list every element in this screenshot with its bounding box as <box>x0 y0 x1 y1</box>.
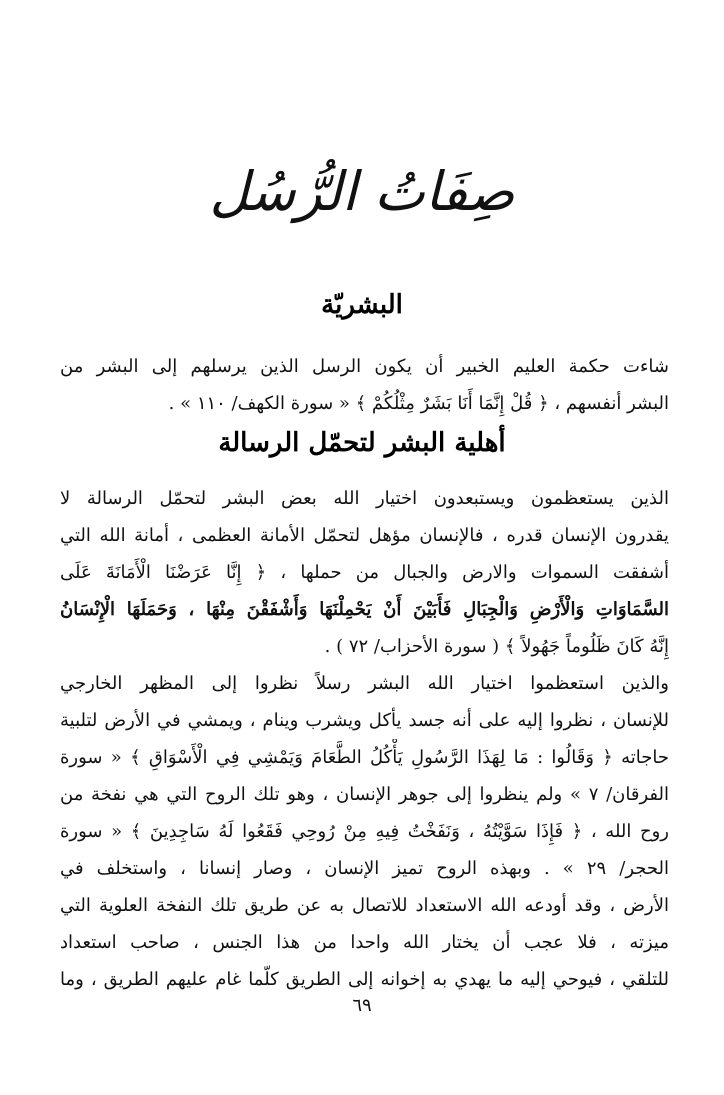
text-line: للتلقي ، فيوحي إليه ما يهدي به إخوانه إلى الطريق كلّما غام عليهم الطريق ، وما <box>60 969 669 990</box>
text-line: للإنسان ، نظروا إليه على أنه جسد يأكل ويشرب وينام ، ويمشي في الأرض لتلبية <box>60 710 669 731</box>
text-line: الأرض ، وقد أودعه الله الاستعداد للاتصال به عن طريق تلك النفخة العلوية التي <box>60 895 669 916</box>
text-line: الذين يستعظمون ويستبعدون اختيار الله بعض البشر لتحمّل الرسالة لا <box>60 488 669 509</box>
chapter-title: صِفَاتُ الرُّسُل <box>209 160 515 223</box>
text-line: يقدرون الإنسان قدره ، فالإنسان مؤهل لتحمّل الأمانة العظمى ، أمانة الله التي <box>60 525 669 546</box>
text-line: والذين استعظموا اختيار الله البشر رسلاً نظروا إلى المظهر الخارجي <box>60 673 669 694</box>
page-number: ٦٩ <box>352 995 372 1016</box>
section-title-qualification: أهلية البشر لتحمّل الرسالة <box>218 428 506 458</box>
text-line: إِنَّهُ كَانَ ظَلُوماً جَهُولاً ﴾ ( سورة الأحزاب/ ٧٢ ) . <box>324 636 669 657</box>
text-line: البشر أنفسهم ، ﴿ قُلْ إِنَّمَا أَنَا بَشَرٌ مِثْلُكُمْ ﴾ « سورة الكهف/ ١١٠ » . <box>168 393 669 414</box>
text-line: الفرقان/ ٧ » ولم ينظروا إلى جوهر الإنسان ، وهو تلك الروح التي هي نفخة من <box>60 784 669 805</box>
text-line: روح الله ، ﴿ فَإِذَا سَوَّيْتُهُ ، وَنَفَخْتُ فِيهِ مِنْ رُوحِي فَقَعُوا لَهُ سَاجِدِينَ ﴾ « سورة <box>60 821 669 842</box>
text-line: شاءت حكمة العليم الخبير أن يكون الرسل الذين يرسلهم إلى البشر من <box>60 356 669 377</box>
text-line: أشفقت السموات والارض والجبال من حملها ، ﴿ إِنَّا عَرَضْنَا الْأَمَانَةَ عَلَى <box>60 562 669 583</box>
text-line: ميزته ، فلا عجب أن يختار الله واحدا من هذا الجنس ، صاحب استعداد <box>60 932 669 953</box>
paragraph-essence <box>60 665 669 998</box>
section-title-humanity: البشريّة <box>321 290 403 320</box>
paragraph-qualification <box>60 480 669 665</box>
quran-verse-line: السَّمَاوَاتِ وَالْأَرْضِ وَالْجِبَالِ فَأَبَيْنَ أَنْ يَحْمِلْنَهَا وَأَشْفَقْنَ مِنْهَا ، وَحَمَلَهَا الْإِنْسَانُ <box>60 599 669 620</box>
text-line: حاجاته ﴿ وَقَالُوا : مَا لِهَذَا الرَّسُولِ يَأْكُلُ الطَّعَامَ وَيَمْشِي فِي الْأَسْوَاقِ ﴾ « سورة <box>60 747 669 768</box>
text-line: الحجر/ ٢٩ » . وبهذه الروح تميز الإنسان ، وصار إنسانا ، واستخلف في <box>60 858 669 879</box>
paragraph-humanity <box>60 348 669 422</box>
